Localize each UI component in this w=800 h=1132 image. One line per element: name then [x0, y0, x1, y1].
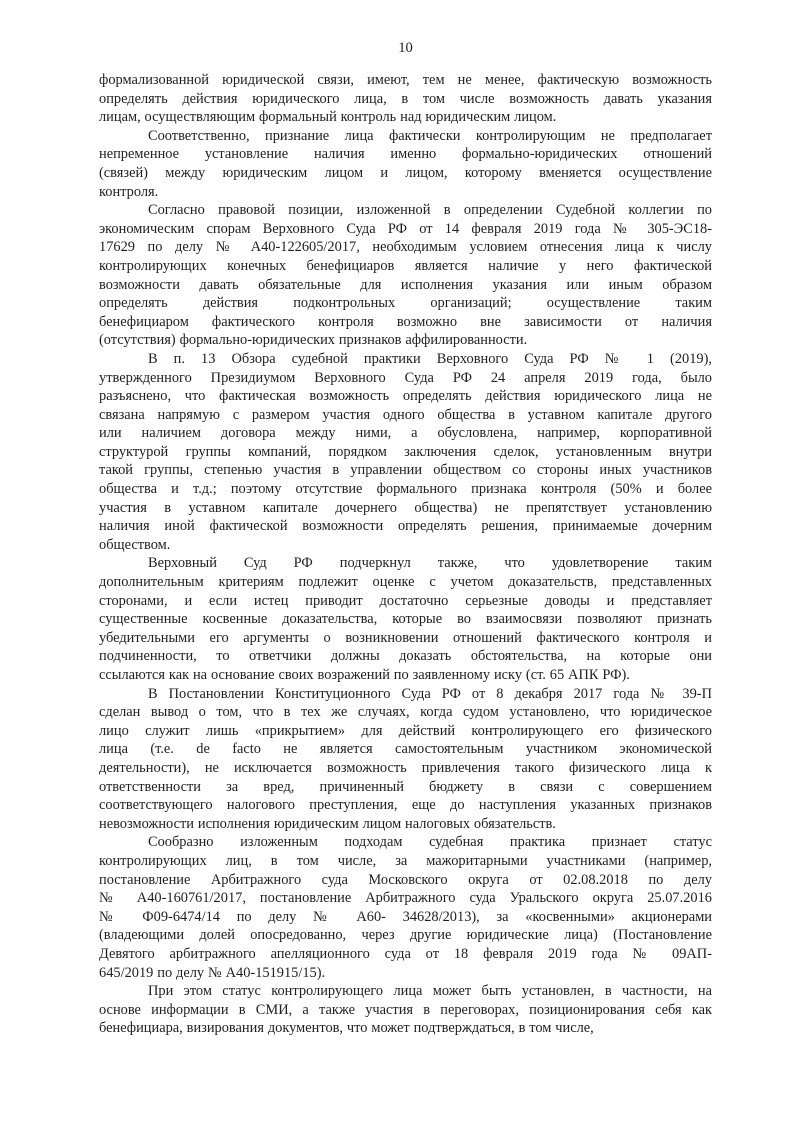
text-line: контролирующих лиц, в том числе, за мажоритарными участниками (например,: [99, 852, 712, 869]
text-body: [99, 71, 712, 1038]
text-line: Сообразно изложенным подходам судебная практика признает статус: [148, 834, 712, 851]
text-line: подчиненности, то ответчики должны доказать обстоятельства, на которые они: [99, 648, 712, 665]
text-line: соответствующего налогового преступления, еще до наступления указанных признаков: [99, 797, 712, 814]
text-line: формализованной юридической связи, имеют, тем не менее, фактическую возможность: [99, 72, 712, 88]
text-line: В Постановлении Конституционного Суда РФ от 8 декабря 2017 года № 39-П: [148, 685, 712, 702]
paragraph-1: [99, 71, 712, 127]
text-line: контролирующих конечных бенефициаров является наличие у него фактической: [99, 257, 712, 274]
text-line: Верховный Суд РФ подчеркнул также, что удовлетворение таким: [148, 555, 712, 572]
text-line: определять действия подконтрольных организаций; осуществление таким: [99, 295, 712, 312]
text-line: лицам, осуществляющим формальный контроль над юридическим лицом.: [99, 109, 557, 126]
text-line: возможности давать обязательные для исполнения указания или иным образом: [99, 276, 712, 293]
text-line: (отсутствия) формально-юридических признаков аффилированности.: [99, 332, 528, 349]
paragraph-3: [99, 201, 712, 350]
text-line: экономическим спорам Верховного Суда РФ от 14 февраля 2019 года № 305-ЭС18-: [99, 220, 712, 237]
text-line: сделан вывод о том, что в тех же случаях, когда судом установлено, что юридическое: [99, 704, 712, 721]
text-line: определять действия юридического лица, в том числе возможность давать указания: [99, 90, 712, 107]
paragraph-2: [99, 127, 712, 201]
text-line: Девятого арбитражного апелляционного суда от 18 февраля 2019 года № 09АП-: [99, 945, 712, 962]
text-line: контроля.: [99, 183, 159, 200]
text-line: бенефициара, визирования документов, что может подтверждаться, в том числе,: [99, 1020, 594, 1037]
text-line: № Ф09-6474/14 по делу № А60- 34628/2013), за «косвенными» акционерами: [99, 908, 712, 925]
text-line: В п. 13 Обзора судебной практики Верховного Суда РФ № 1 (2019),: [148, 350, 712, 367]
paragraph-5: [99, 554, 712, 684]
text-line: разъяснено, что фактическая возможность определять действия юридического лица не: [99, 388, 712, 405]
text-line: сторонами, и если истец приводит достаточно серьезные доводы и представляет: [99, 592, 712, 609]
page-number: 10: [398, 40, 413, 56]
text-line: наличия иной фактической возможности определять решения, принимаемые дочерним: [99, 518, 712, 535]
text-line: ответственности за вред, причиненный бюджету в связи с совершением: [99, 778, 712, 795]
text-line: Соответственно, признание лица фактически контролирующим не предполагает: [148, 127, 712, 144]
text-line: убедительными его аргументы о возникновении отношений фактического контроля и: [99, 629, 712, 646]
text-line: дополнительным критериям подлежит оценке с учетом доказательств, представленных: [99, 574, 712, 591]
text-line: 645/2019 по делу № А40-151915/15).: [99, 964, 326, 981]
text-line: или наличием договора между ними, а обусловлена, например, корпоративной: [99, 425, 712, 442]
paragraph-8: [99, 982, 712, 1038]
text-line: непременное установление наличия именно формально-юридических отношений: [99, 146, 712, 163]
text-line: бенефициаром фактического контроля возможно вне зависимости от наличия: [99, 313, 712, 330]
paragraph-7: [99, 833, 712, 982]
text-line: № А40-160761/2017, постановление Арбитражного суда Уральского округа 25.07.2016: [99, 890, 712, 907]
paragraph-4: [99, 350, 712, 555]
text-line: деятельности), не исключается возможность привлечения такого физического лица к: [99, 759, 712, 776]
text-line: лицо служит лишь «прикрытием» для действий контролирующего его физического: [99, 722, 712, 739]
text-line: лица (т.е. de facto не является самостоятельным участником экономической: [99, 741, 712, 758]
text-line: 17629 по делу № А40-122605/2017, необходимым условием отнесения лица к числу: [99, 239, 712, 256]
text-line: утвержденного Президиумом Верховного Суда РФ 24 апреля 2019 года, было: [99, 369, 712, 386]
text-line: При этом статус контролирующего лица может быть установлен, в частности, на: [148, 983, 712, 1000]
text-line: постановление Арбитражного суда Московского округа от 02.08.2018 по делу: [99, 871, 712, 888]
text-line: общества и т.д.; поэтому отсутствие формального признака контроля (50% и более: [99, 481, 712, 498]
text-line: участия в уставном капитале дочернего общества) не препятствует установлению: [99, 499, 712, 516]
text-line: невозможности исполнения юридическим лицом налоговых обязательств.: [99, 815, 556, 832]
text-line: связана напрямую с размером участия одного общества в уставном капитале другого: [99, 406, 712, 423]
text-line: (связей) между юридическим лицом и лицом, которому вменяется осуществление: [99, 164, 712, 181]
text-line: (владеющими долей опосредованно, через другие юридические лица) (Постановление: [99, 927, 712, 944]
text-line: структурой группы компаний, порядком заключения сделок, установленным внутри: [99, 443, 712, 460]
text-line: такой группы, степенью участия в управлении обществом со стороны иных участников: [99, 462, 712, 479]
text-line: обществом.: [99, 536, 171, 553]
text-line: ссылаются как на основание своих возражений по заявленному иску (ст. 65 АПК РФ).: [99, 667, 630, 683]
text-line: Согласно правовой позиции, изложенной в определении Судебной коллегии по: [148, 202, 712, 219]
text-line: основе информации в СМИ, а также участия в переговорах, позиционирования себя как: [99, 1001, 712, 1018]
paragraph-6: [99, 685, 712, 834]
text-line: существенные косвенные доказательства, которые во взаимосвязи позволяют признать: [99, 611, 712, 628]
